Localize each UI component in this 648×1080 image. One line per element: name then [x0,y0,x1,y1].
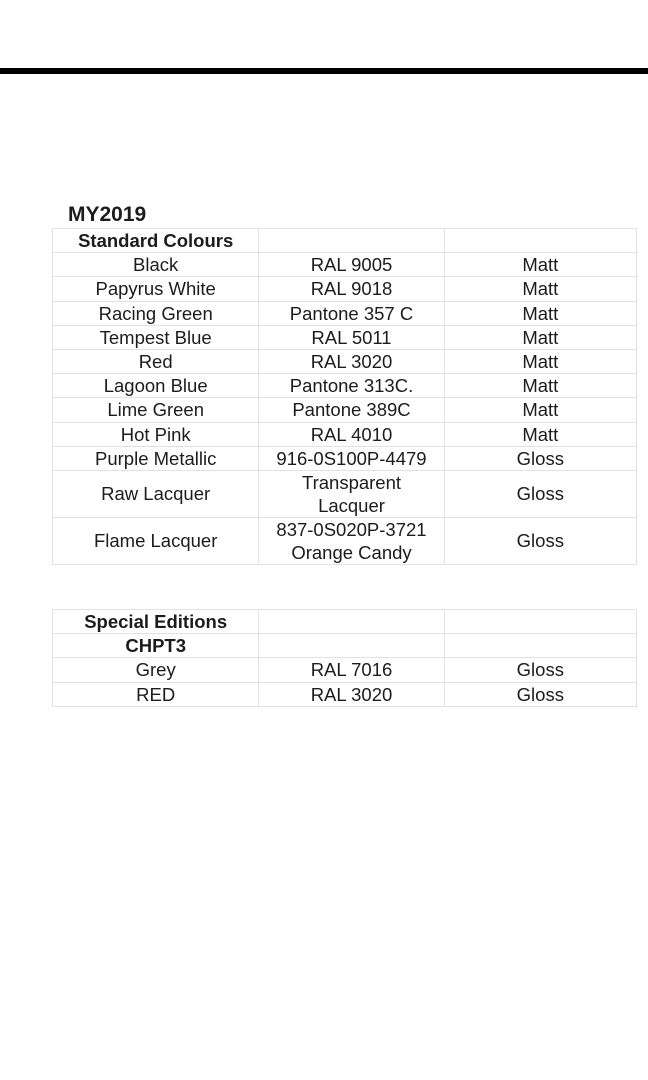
colour-name: Lagoon Blue [53,374,259,398]
table-row [53,398,637,422]
colour-name: Raw Lacquer [53,470,259,517]
colour-name: Grey [53,658,259,682]
standard-colours-table [52,228,637,565]
colour-code: RAL 4010 [259,422,444,446]
colour-code: RAL 9018 [259,277,444,301]
colour-finish: Gloss [444,446,636,470]
special-editions-table [52,609,637,707]
empty-cell [259,229,444,253]
colour-finish: Gloss [444,470,636,517]
colour-finish: Matt [444,422,636,446]
table-row [53,349,637,373]
table-header-row [53,229,637,253]
colour-code: RAL 3020 [259,682,444,706]
colour-code: Pantone 389C [259,398,444,422]
colour-finish: Matt [444,349,636,373]
colour-name: Tempest Blue [53,325,259,349]
colour-finish: Gloss [444,682,636,706]
colour-code: Pantone 313C. [259,374,444,398]
colour-finish: Matt [444,374,636,398]
colour-code: Pantone 357 C [259,301,444,325]
table-header-row [53,634,637,658]
empty-cell [444,610,636,634]
special-editions-subheading: CHPT3 [53,634,259,658]
table-row [53,301,637,325]
table-row [53,422,637,446]
empty-cell [259,610,444,634]
colour-code: RAL 7016 [259,658,444,682]
colour-code: 916-0S100P-4479 [259,446,444,470]
colour-code-line: 837-0S020P-3721 [276,518,427,540]
colour-name: Racing Green [53,301,259,325]
colour-code-line: Transparent [301,471,402,493]
colour-name: Papyrus White [53,277,259,301]
colour-code-line: Orange Candy [291,541,412,563]
colour-code: RAL 5011 [259,325,444,349]
table-row [53,682,637,706]
colour-name: RED [53,682,259,706]
colour-code: RAL 9005 [259,253,444,277]
colour-finish: Matt [444,398,636,422]
colour-finish: Matt [444,277,636,301]
colour-finish: Gloss [444,658,636,682]
standard-colours-heading: Standard Colours [53,229,259,253]
colour-name: Hot Pink [53,422,259,446]
table-row [53,517,637,564]
colour-name: Flame Lacquer [53,517,259,564]
table-row [53,325,637,349]
table-row [53,374,637,398]
table-row [53,446,637,470]
colour-name: Red [53,349,259,373]
table-row [53,658,637,682]
table-row [53,253,637,277]
table-row [53,277,637,301]
colour-finish: Matt [444,325,636,349]
colour-code [259,470,444,517]
colour-code-line: Lacquer [318,494,385,516]
special-editions-heading: Special Editions [53,610,259,634]
colour-name: Purple Metallic [53,446,259,470]
empty-cell [259,634,444,658]
colour-name: Lime Green [53,398,259,422]
colour-finish: Gloss [444,517,636,564]
table-row [53,470,637,517]
colour-name: Black [53,253,259,277]
document-title: MY2019 [68,203,147,226]
table-header-row [53,610,637,634]
colour-code [259,517,444,564]
colour-code: RAL 3020 [259,349,444,373]
empty-cell [444,229,636,253]
colour-finish: Matt [444,301,636,325]
colour-finish: Matt [444,253,636,277]
top-divider [0,68,648,74]
empty-cell [444,634,636,658]
